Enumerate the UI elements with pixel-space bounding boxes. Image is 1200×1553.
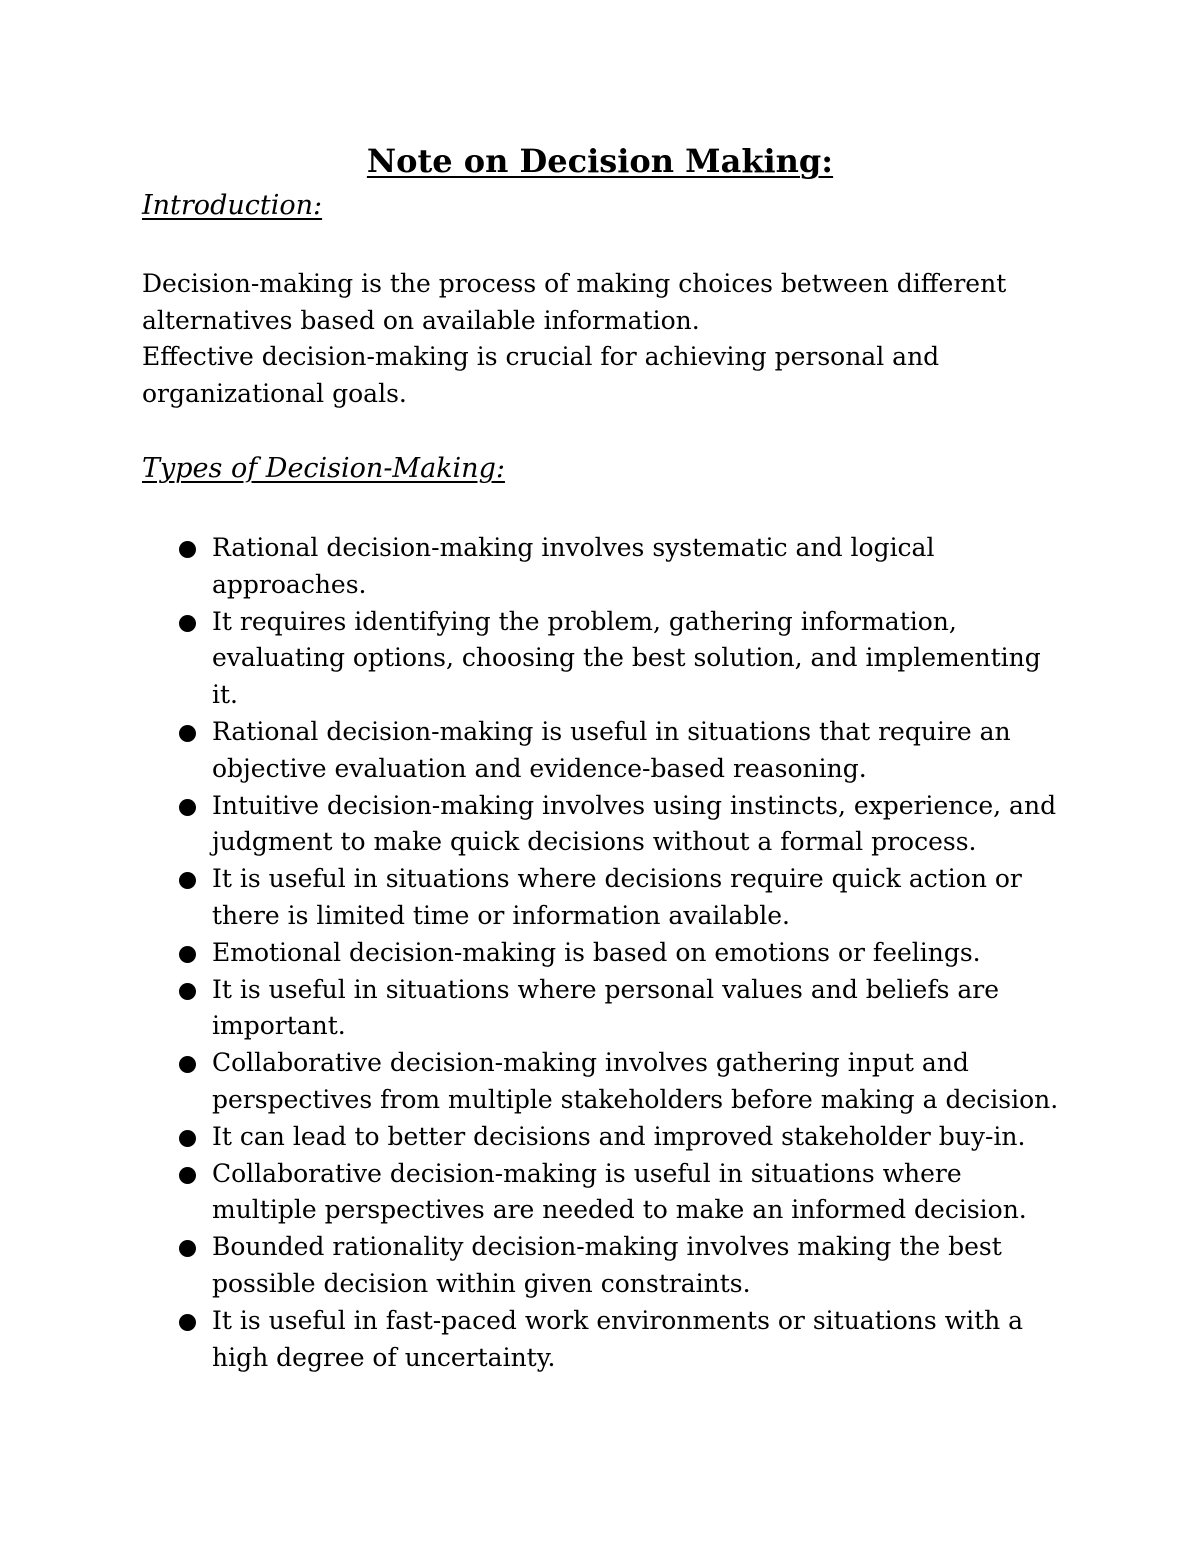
list-item-text: It is useful in situations where decisions require quick action or there is limited time or information available. <box>212 864 1022 930</box>
list-item-text: It is useful in situations where personal values and beliefs are important. <box>212 974 1000 1041</box>
intro-paragraph-2: Effective decision-making is crucial for achieving personal and organizational goals. <box>142 342 940 408</box>
list-item-text: Emotional decision-making is based on emotions or feelings. <box>212 937 981 967</box>
bullet-icon <box>179 1130 196 1147</box>
list-item <box>0 530 1200 604</box>
list-item-text: Bounded rationality decision-making involves making the best possible decision within given constraints. <box>212 1232 1002 1298</box>
bullet-icon <box>179 1056 196 1073</box>
list-item <box>0 604 1200 714</box>
list-item-text: Intuitive decision-making involves using instincts, experience, and judgment to make quick decisions without a formal process. <box>212 790 1057 857</box>
list-item-text: It is useful in fast-paced work environments or situations with a high degree of uncertainty. <box>212 1305 1024 1372</box>
bullet-icon <box>179 725 196 742</box>
bullet-icon <box>179 983 196 1000</box>
types-bullet-list <box>0 530 1200 1376</box>
bullet-icon <box>179 541 196 558</box>
page-title: Note on Decision Making: <box>366 142 834 180</box>
list-item-text: Rational decision-making is useful in situations that require an objective evaluation and evidence-based reasoning. <box>212 716 1011 783</box>
list-item-text: Collaborative decision-making is useful in situations where multiple perspectives are needed to make an informed decision. <box>212 1158 1027 1225</box>
list-item-text: It requires identifying the problem, gathering information, evaluating options, choosing the best solution, and implementing it. <box>212 606 1041 710</box>
list-item-text: Collaborative decision-making involves gathering input and perspectives from multiple stakeholders before making a decision. <box>212 1048 1059 1114</box>
introduction-heading: Introduction: <box>142 190 323 221</box>
bullet-icon <box>179 1314 196 1331</box>
list-item <box>0 1156 1200 1230</box>
list-item <box>0 1045 1200 1119</box>
bullet-icon <box>179 872 196 889</box>
list-item-text: It can lead to better decisions and improved stakeholder buy-in. <box>212 1121 1026 1151</box>
list-item <box>0 788 1200 862</box>
types-heading: Types of Decision-Making: <box>142 453 505 484</box>
list-item <box>0 1303 1200 1377</box>
intro-paragraph-1: Decision-making is the process of making choices between different alternatives based on available information. <box>142 269 1007 335</box>
list-item <box>0 1229 1200 1303</box>
list-item <box>0 714 1200 788</box>
list-item <box>0 935 1200 972</box>
bullet-icon <box>179 1240 196 1257</box>
bullet-icon <box>179 799 196 816</box>
bullet-icon <box>179 1167 196 1184</box>
list-item <box>0 972 1200 1046</box>
list-item <box>0 861 1200 935</box>
list-item <box>0 1119 1200 1156</box>
list-item-text: Rational decision-making involves systematic and logical approaches. <box>212 533 935 599</box>
bullet-icon <box>179 615 196 632</box>
bullet-icon <box>179 946 196 963</box>
